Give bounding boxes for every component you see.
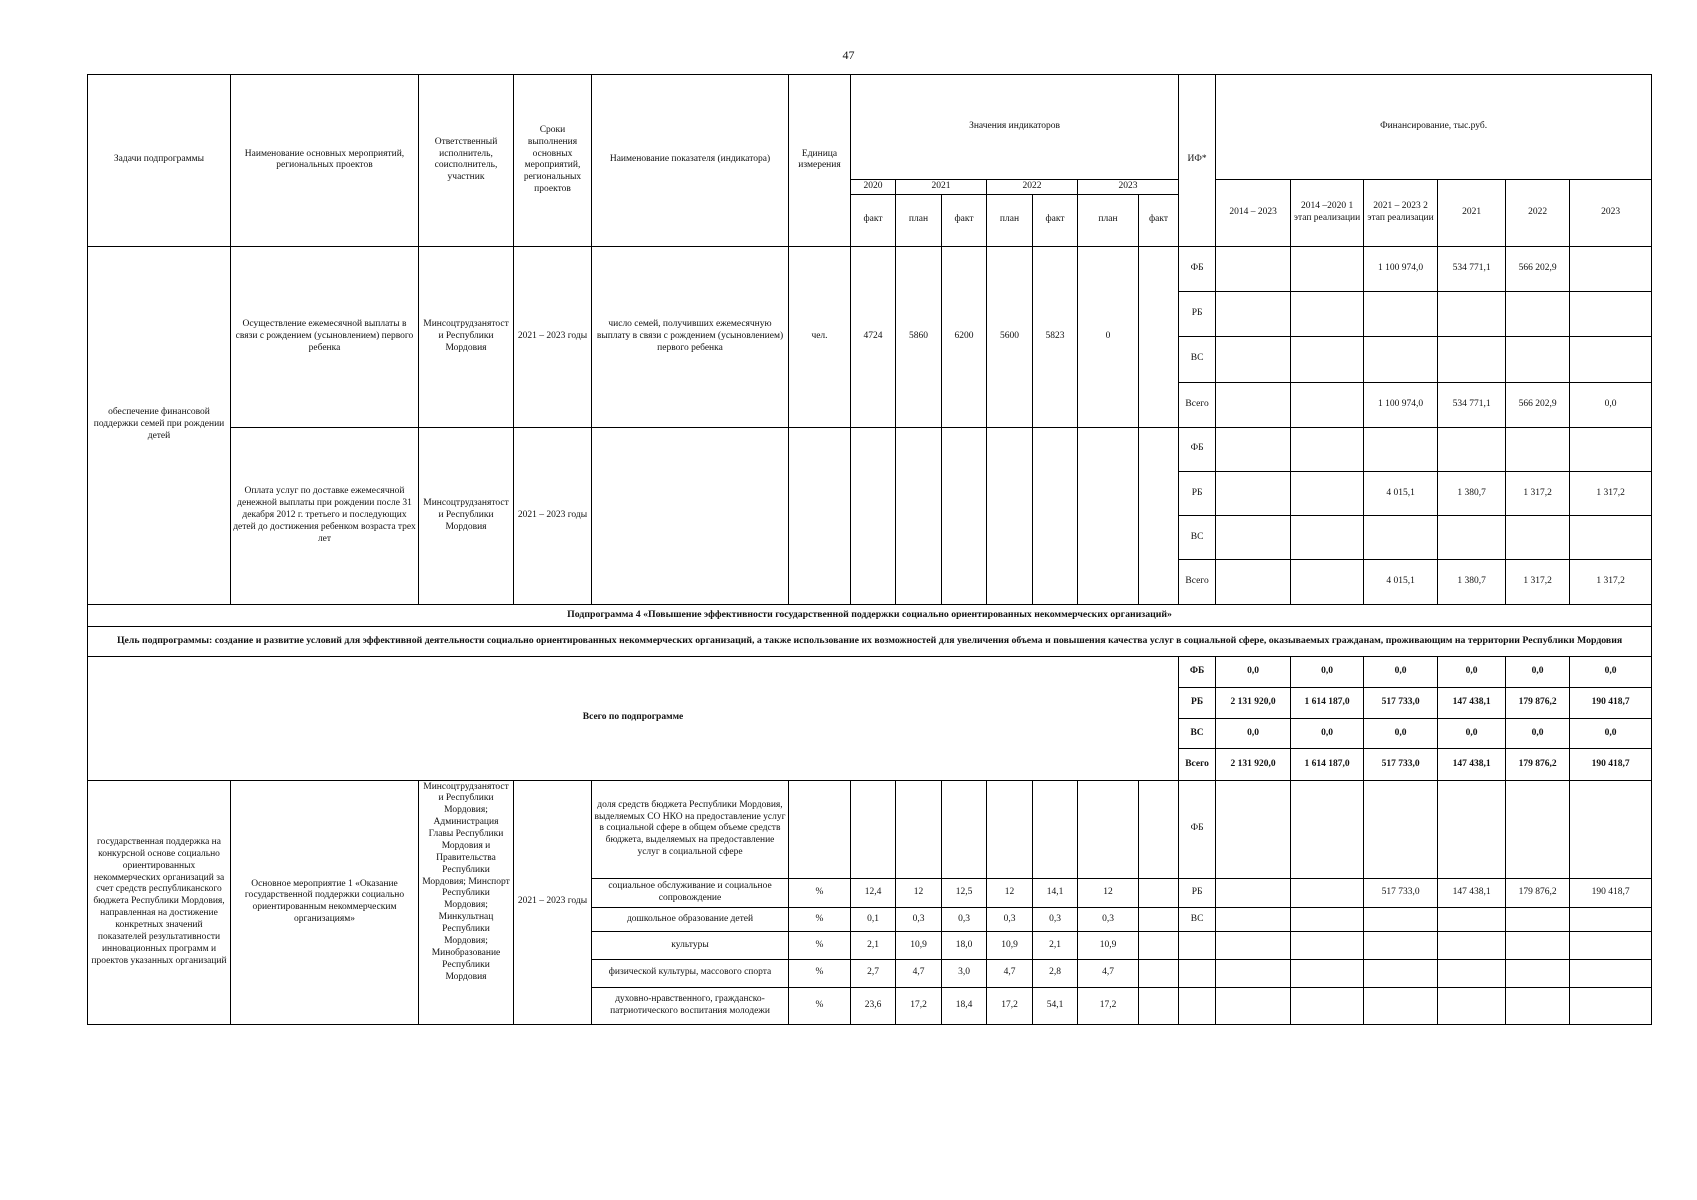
fin-cell: 179 876,2 <box>1506 879 1570 908</box>
value-cell <box>1139 987 1179 1024</box>
fin-cell <box>1216 337 1291 382</box>
fin-cell: 1 317,2 <box>1506 560 1570 604</box>
fin-cell: 1 614 187,0 <box>1291 688 1364 719</box>
value-cell: 18,4 <box>942 987 987 1024</box>
fin-cell <box>1364 987 1438 1024</box>
value-cell <box>851 780 896 879</box>
header-if: ИФ* <box>1179 75 1216 247</box>
fin-cell: 517 733,0 <box>1364 688 1438 719</box>
header-fin-2021: 2021 <box>1438 179 1506 246</box>
fin-cell: 179 876,2 <box>1506 749 1570 780</box>
value-cell: 12,5 <box>942 879 987 908</box>
value-cell: 10,9 <box>896 932 942 959</box>
indicator-name: физической культуры, массового спорта <box>592 959 789 987</box>
value-cell: 17,2 <box>896 987 942 1024</box>
fin-cell <box>1216 471 1291 515</box>
fin-cell: 1 614 187,0 <box>1291 749 1364 780</box>
fin-cell: 0,0 <box>1506 719 1570 749</box>
unit-cell <box>789 427 851 604</box>
if-cell: ВС <box>1179 908 1216 932</box>
fin-cell <box>1506 780 1570 879</box>
subprogram-title: Подпрограмма 4 «Повышение эффективности государственной поддержки социально ориентированных некоммерческих организаций» <box>88 604 1652 626</box>
value-cell <box>851 427 896 604</box>
fin-cell <box>1364 516 1438 560</box>
value-cell: 12,4 <box>851 879 896 908</box>
value-cell <box>896 427 942 604</box>
fin-cell <box>1364 959 1438 987</box>
if-cell: ВС <box>1179 719 1216 749</box>
indicator-name: духовно-нравственного, гражданско-патриотического воспитания молодежи <box>592 987 789 1024</box>
event-name: Осуществление ежемесячной выплаты в связи с рождением (усыновлением) первого ребенка <box>231 246 419 427</box>
value-cell <box>1139 780 1179 879</box>
fin-cell <box>1438 987 1506 1024</box>
fin-cell <box>1364 780 1438 879</box>
fin-cell <box>1438 908 1506 932</box>
fin-cell: 147 438,1 <box>1438 879 1506 908</box>
value-cell: 2,1 <box>851 932 896 959</box>
header-fin-2023: 2023 <box>1570 179 1652 246</box>
fin-cell <box>1438 292 1506 337</box>
fin-cell <box>1438 932 1506 959</box>
fin-cell <box>1216 932 1291 959</box>
fin-cell: 0,0 <box>1216 656 1291 687</box>
fin-cell: 179 876,2 <box>1506 688 1570 719</box>
value-cell: 4724 <box>851 246 896 427</box>
fin-cell <box>1438 959 1506 987</box>
fin-cell <box>1291 780 1364 879</box>
value-cell: 0,3 <box>942 908 987 932</box>
fin-cell <box>1364 427 1438 471</box>
if-cell: Всего <box>1179 382 1216 427</box>
header-fact: факт <box>851 194 896 246</box>
fin-cell <box>1364 337 1438 382</box>
header-financing: Финансирование, тыс.руб. <box>1216 75 1652 180</box>
fin-cell <box>1570 427 1652 471</box>
fin-cell <box>1438 516 1506 560</box>
value-cell: 23,6 <box>851 987 896 1024</box>
fin-cell <box>1570 246 1652 291</box>
subprogram-total-label: Всего по подпрограмме <box>88 656 1179 780</box>
header-fin-2014-2020: 2014 –2020 1 этап реализации <box>1291 179 1364 246</box>
fin-cell: 1 317,2 <box>1506 471 1570 515</box>
task-cell: государственная поддержка на конкурсной основе социально ориентированных некоммерческих организаций за счет средств республиканского бюджета Республики Мордовия, направленная на достижение конкретных значений показателей результативности инновационных программ и проектов указанных организаций <box>88 780 231 1024</box>
fin-cell: 0,0 <box>1216 719 1291 749</box>
program-table <box>87 74 1652 1025</box>
value-cell: 0,3 <box>896 908 942 932</box>
fin-cell <box>1506 516 1570 560</box>
value-cell: 18,0 <box>942 932 987 959</box>
fin-cell: 566 202,9 <box>1506 382 1570 427</box>
value-cell <box>1033 427 1078 604</box>
if-cell: ВС <box>1179 337 1216 382</box>
fin-cell <box>1216 427 1291 471</box>
header-year-2021: 2021 <box>896 179 987 194</box>
unit-cell: чел. <box>789 246 851 427</box>
fin-cell <box>1291 879 1364 908</box>
terms-cell: 2021 – 2023 годы <box>514 427 592 604</box>
executor-cell: Минсоцтрудзанятости Республики Мордовия <box>419 427 514 604</box>
fin-cell: 0,0 <box>1570 719 1652 749</box>
if-cell: ФБ <box>1179 246 1216 291</box>
fin-cell <box>1570 337 1652 382</box>
fin-cell <box>1438 427 1506 471</box>
value-cell <box>987 427 1033 604</box>
subprogram-goal: Цель подпрограммы: создание и развитие условий для эффективной деятельности социально ориентированных некоммерческих организаций, а также использование их возможностей для увеличения объема и повышения качества услуг в социальной сфере, оказываемых гражданам, проживающим на территории Республики Мордовия <box>88 626 1652 656</box>
if-cell <box>1179 987 1216 1024</box>
event-name: Оплата услуг по доставке ежемесячной денежной выплаты при рождении после 31 декабря 2012 г. третьего и последующих детей до достижения ребенком возраста трех лет <box>231 427 419 604</box>
fin-cell <box>1506 337 1570 382</box>
value-cell: 10,9 <box>987 932 1033 959</box>
value-cell: 17,2 <box>987 987 1033 1024</box>
executor-cell: Минсоцтрудзанятости Республики Мордовия; Администрация Главы Республики Мордовия и Правительства Республики Мордовия; Минспорт Республики Мордовия; Минкультнац Республики Мордовия; Минобразование Республики Мордовия <box>419 780 514 1024</box>
value-cell: 0 <box>1078 246 1139 427</box>
unit-cell <box>789 780 851 879</box>
event-name: Основное мероприятие 1 «Оказание государственной поддержки социально ориентированным некоммерческим организациям» <box>231 780 419 1024</box>
fin-cell <box>1506 987 1570 1024</box>
header-year-2022: 2022 <box>987 179 1078 194</box>
header-task: Задачи подпрограммы <box>88 75 231 247</box>
value-cell: 4,7 <box>1078 959 1139 987</box>
fin-cell <box>1506 292 1570 337</box>
header-year-2020: 2020 <box>851 179 896 194</box>
if-cell: ВС <box>1179 516 1216 560</box>
header-plan: план <box>987 194 1033 246</box>
header-unit: Единица измерения <box>789 75 851 247</box>
header-fin-2021-2023: 2021 – 2023 2 этап реализации <box>1364 179 1438 246</box>
value-cell: 4,7 <box>987 959 1033 987</box>
fin-cell <box>1291 337 1364 382</box>
fin-cell: 1 380,7 <box>1438 560 1506 604</box>
header-fact: факт <box>942 194 987 246</box>
header-plan: план <box>896 194 942 246</box>
if-cell: РБ <box>1179 879 1216 908</box>
if-cell <box>1179 959 1216 987</box>
header-indicator: Наименование показателя (индикатора) <box>592 75 789 247</box>
fin-cell <box>1291 292 1364 337</box>
header-fin-2022: 2022 <box>1506 179 1570 246</box>
indicator-name <box>592 427 789 604</box>
fin-cell: 566 202,9 <box>1506 246 1570 291</box>
terms-cell: 2021 – 2023 годы <box>514 246 592 427</box>
fin-cell: 1 100 974,0 <box>1364 246 1438 291</box>
fin-cell <box>1506 932 1570 959</box>
page-number: 47 <box>842 48 855 62</box>
value-cell: 14,1 <box>1033 879 1078 908</box>
value-cell <box>987 780 1033 879</box>
fin-cell: 2 131 920,0 <box>1216 688 1291 719</box>
value-cell <box>1078 427 1139 604</box>
if-cell: РБ <box>1179 292 1216 337</box>
value-cell: 54,1 <box>1033 987 1078 1024</box>
if-cell: РБ <box>1179 688 1216 719</box>
unit-cell: % <box>789 908 851 932</box>
value-cell <box>1139 246 1179 427</box>
value-cell: 12 <box>896 879 942 908</box>
fin-cell <box>1291 516 1364 560</box>
indicator-name: культуры <box>592 932 789 959</box>
fin-cell: 534 771,1 <box>1438 382 1506 427</box>
value-cell: 2,8 <box>1033 959 1078 987</box>
fin-cell: 1 100 974,0 <box>1364 382 1438 427</box>
fin-cell: 190 418,7 <box>1570 749 1652 780</box>
fin-cell <box>1364 932 1438 959</box>
fin-cell <box>1570 908 1652 932</box>
fin-cell: 0,0 <box>1364 719 1438 749</box>
fin-cell: 0,0 <box>1291 656 1364 687</box>
fin-cell <box>1216 908 1291 932</box>
unit-cell: % <box>789 879 851 908</box>
value-cell: 0,3 <box>1033 908 1078 932</box>
value-cell <box>942 780 987 879</box>
value-cell <box>1139 932 1179 959</box>
fin-cell <box>1216 382 1291 427</box>
fin-cell <box>1570 932 1652 959</box>
unit-cell: % <box>789 959 851 987</box>
fin-cell: 4 015,1 <box>1364 471 1438 515</box>
fin-cell <box>1438 780 1506 879</box>
fin-cell: 1 380,7 <box>1438 471 1506 515</box>
header-values: Значения индикаторов <box>851 75 1179 180</box>
value-cell: 2,7 <box>851 959 896 987</box>
fin-cell: 2 131 920,0 <box>1216 749 1291 780</box>
indicator-name: доля средств бюджета Республики Мордовия, выделяемых СО НКО на предоставление услуг в социальной сфере в общем объеме средств бюджета, выделяемых на предоставление услуг в социальной сфере <box>592 780 789 879</box>
header-terms: Сроки выполнения основных мероприятий, региональных проектов <box>514 75 592 247</box>
header-fin-2014-2023: 2014 – 2023 <box>1216 179 1291 246</box>
if-cell: Всего <box>1179 749 1216 780</box>
fin-cell <box>1570 780 1652 879</box>
fin-cell: 0,0 <box>1364 656 1438 687</box>
value-cell: 0,3 <box>987 908 1033 932</box>
fin-cell <box>1291 959 1364 987</box>
if-cell: РБ <box>1179 471 1216 515</box>
fin-cell <box>1216 560 1291 604</box>
header-plan: план <box>1078 194 1139 246</box>
fin-cell <box>1570 516 1652 560</box>
value-cell: 4,7 <box>896 959 942 987</box>
fin-cell <box>1570 292 1652 337</box>
unit-cell: % <box>789 932 851 959</box>
value-cell <box>1139 879 1179 908</box>
fin-cell <box>1216 780 1291 879</box>
terms-cell: 2021 – 2023 годы <box>514 780 592 1024</box>
fin-cell: 147 438,1 <box>1438 749 1506 780</box>
if-cell: ФБ <box>1179 780 1216 879</box>
task-cell: обеспечение финансовой поддержки семей при рождении детей <box>88 246 231 604</box>
fin-cell: 517 733,0 <box>1364 749 1438 780</box>
value-cell: 12 <box>1078 879 1139 908</box>
value-cell: 0,3 <box>1078 908 1139 932</box>
fin-cell: 517 733,0 <box>1364 879 1438 908</box>
fin-cell <box>1291 908 1364 932</box>
fin-cell: 147 438,1 <box>1438 688 1506 719</box>
fin-cell <box>1438 337 1506 382</box>
header-executor: Ответственный исполнитель, соисполнитель, участник <box>419 75 514 247</box>
value-cell <box>1139 427 1179 604</box>
fin-cell <box>1216 987 1291 1024</box>
fin-cell <box>1216 516 1291 560</box>
fin-cell <box>1216 959 1291 987</box>
header-fact: факт <box>1033 194 1078 246</box>
value-cell: 17,2 <box>1078 987 1139 1024</box>
value-cell: 2,1 <box>1033 932 1078 959</box>
value-cell <box>1139 959 1179 987</box>
fin-cell <box>1291 427 1364 471</box>
if-cell: ФБ <box>1179 656 1216 687</box>
fin-cell <box>1364 292 1438 337</box>
fin-cell: 4 015,1 <box>1364 560 1438 604</box>
value-cell <box>1139 908 1179 932</box>
fin-cell <box>1506 959 1570 987</box>
unit-cell: % <box>789 987 851 1024</box>
header-fact: факт <box>1139 194 1179 246</box>
fin-cell: 0,0 <box>1506 656 1570 687</box>
fin-cell <box>1570 987 1652 1024</box>
value-cell: 5860 <box>896 246 942 427</box>
indicator-name: дошкольное образование детей <box>592 908 789 932</box>
value-cell: 12 <box>987 879 1033 908</box>
indicator-name: число семей, получивших ежемесячную выплату в связи с рождением (усыновлением) первого ребенка <box>592 246 789 427</box>
if-cell <box>1179 932 1216 959</box>
fin-cell: 1 317,2 <box>1570 471 1652 515</box>
indicator-name: социальное обслуживание и социальное сопровождение <box>592 879 789 908</box>
fin-cell <box>1216 879 1291 908</box>
executor-cell: Минсоцтрудзанятости Республики Мордовия <box>419 246 514 427</box>
fin-cell: 190 418,7 <box>1570 879 1652 908</box>
value-cell: 0,1 <box>851 908 896 932</box>
value-cell: 6200 <box>942 246 987 427</box>
fin-cell <box>1291 932 1364 959</box>
fin-cell <box>1506 427 1570 471</box>
value-cell <box>1033 780 1078 879</box>
value-cell: 10,9 <box>1078 932 1139 959</box>
if-cell: ФБ <box>1179 427 1216 471</box>
fin-cell <box>1291 246 1364 291</box>
fin-cell <box>1216 246 1291 291</box>
fin-cell: 0,0 <box>1570 382 1652 427</box>
fin-cell: 190 418,7 <box>1570 688 1652 719</box>
fin-cell: 0,0 <box>1570 656 1652 687</box>
value-cell <box>942 427 987 604</box>
fin-cell: 0,0 <box>1438 719 1506 749</box>
fin-cell <box>1291 560 1364 604</box>
fin-cell: 0,0 <box>1291 719 1364 749</box>
value-cell: 5823 <box>1033 246 1078 427</box>
fin-cell: 1 317,2 <box>1570 560 1652 604</box>
fin-cell <box>1570 959 1652 987</box>
value-cell: 3,0 <box>942 959 987 987</box>
header-event: Наименование основных мероприятий, региональных проектов <box>231 75 419 247</box>
if-cell: Всего <box>1179 560 1216 604</box>
fin-cell: 534 771,1 <box>1438 246 1506 291</box>
fin-cell <box>1291 987 1364 1024</box>
fin-cell <box>1506 908 1570 932</box>
value-cell <box>1078 780 1139 879</box>
header-year-2023: 2023 <box>1078 179 1179 194</box>
fin-cell: 0,0 <box>1438 656 1506 687</box>
fin-cell <box>1216 292 1291 337</box>
value-cell: 5600 <box>987 246 1033 427</box>
fin-cell <box>1364 908 1438 932</box>
fin-cell <box>1291 471 1364 515</box>
value-cell <box>896 780 942 879</box>
fin-cell <box>1291 382 1364 427</box>
